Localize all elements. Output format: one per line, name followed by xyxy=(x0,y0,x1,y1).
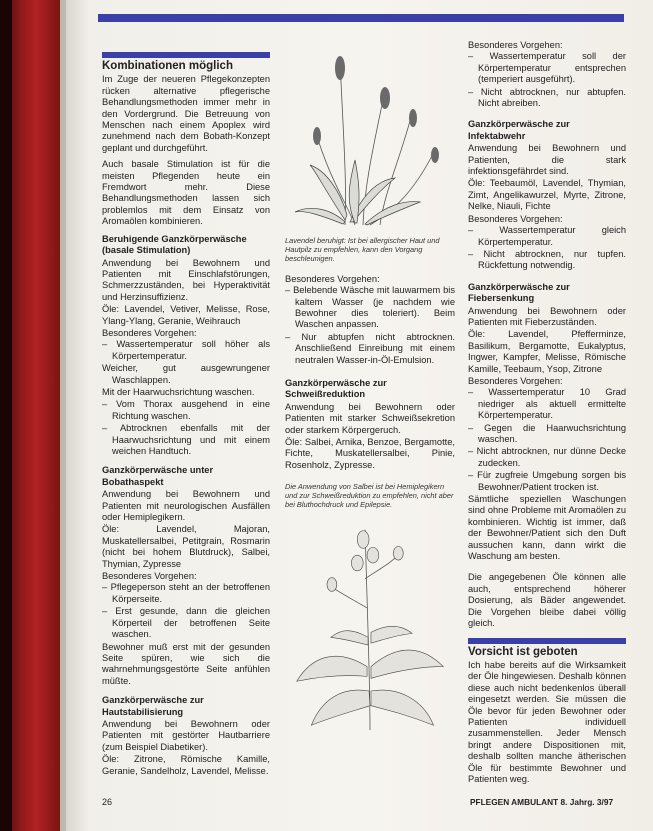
section-heading: Ganzkörperwäsche zur Schweißreduktion xyxy=(285,378,387,400)
page-number: 26 xyxy=(102,797,113,807)
paragraph: Die angegebenen Öle können alle auch, entsprechend höherer Dosierung, als Bäder angewendet. Die Vorgehen bleibe dabei völlig gleich. xyxy=(468,572,626,629)
list-item: – Wassertemperatur soll höher als Körpertemperatur. xyxy=(102,339,270,361)
section-heading: Ganzkörperwäsche zur Infektabwehr xyxy=(468,119,570,141)
paragraph: Sämtliche speziellen Waschungen sind ohne Probleme mit Aromaölen zu kombinieren. Wichtig ist immer, daß der Bewohner/Patient sich den Duft aussuchen kann, dann wirkt die Waschung am besten. xyxy=(468,494,626,562)
paragraph: Anwendung bei Bewohnern oder Patienten mit starker Schweißsekretion oder starkem Körpergeruch. xyxy=(285,401,455,435)
oils-list: Öle: Lavendel, Pfefferminze, Basilikum, Bergamotte, Eukalyptus, Ingwer, Kampfer, Melisse, Römische Kamille, Teebaum, Ysop, Zitrone xyxy=(468,329,626,374)
paragraph: Anwendung bei Bewohnern oder Patienten mit Fieberzuständen. xyxy=(468,305,626,327)
sage-illustration xyxy=(285,520,455,735)
list-item: – Belebende Wäsche mit lauwarmem bis kaltem Wasser (je nachdem wie Bewohner dies toleriert). Beim Waschen anpassen. xyxy=(285,285,455,330)
list-item: – Nur abtupfen nicht abtrocknen. Anschließend Einreibung mit einem neutralen Wasser-in-Öl-Emulsion. xyxy=(285,331,455,365)
list-item: – Wassertemperatur soll der Körpertemperatur entsprechen (temperiert ausgeführt). xyxy=(468,51,626,85)
paragraph: Anwendung bei Bewohnern oder Patienten mit gestörter Hautbarriere (zum Beispiel Diabetiker). xyxy=(102,718,270,752)
paragraph: Anwendung bei Bewohnern und Patienten, die stark infektionsgefährdet sind. xyxy=(468,143,626,177)
paragraph: Anwendung bei Bewohnern und Patienten mit Einschlafstörungen, Schmerzzuständen, bei Hyperaktivität und Herzinsuffizienz. xyxy=(102,257,270,302)
list-item: – Nicht abtrocknen, nur dünne Decke zudecken. xyxy=(468,446,626,468)
list-item: – Erst gesunde, dann die gleichen Körperteil der betroffenen Seite waschen. xyxy=(102,606,270,640)
oils-list: Öle: Salbei, Arnika, Benzoe, Bergamotte, Fichte, Muskatellersalbei, Pinie, Rosenholz, Zypresse. xyxy=(285,437,455,470)
vorgehen-label: Besonderes Vorgehen: xyxy=(102,571,197,582)
paragraph: Bewohner muß erst mit der gesunden Seite spüren, wie sich die wahrnehmungsgestörte Seite anfühlen müßte. xyxy=(102,641,270,686)
list-item: – Abtrocknen ebenfalls mit der Haarwuchsrichtung und mit einem weichen Handtuch. xyxy=(102,423,270,456)
column-3 xyxy=(468,40,626,790)
section-heading: Ganzkörperwäsche zur Hautstabilisierung xyxy=(102,695,204,717)
paragraph: Auch basale Stimulation ist für die meisten Pflegenden heute ein Fremdwort mehr. Diese Behandlungsmethoden lassen sich problemlos mit dem Einsatz von Aromaölen kombinieren. xyxy=(102,159,270,227)
paragraph: Anwendung bei Bewohnern und Patienten mit neurologischen Ausfällen oder Hemiplegikern. xyxy=(102,489,270,523)
vorgehen-label: Besonderes Vorgehen: xyxy=(102,327,197,338)
paragraph: Ich habe bereits auf die Wirksamkeit der Öle hingewiesen. Deshalb können diese auch nicht bedenkenlos überall eingesetzt werden. Sie müssen die Öle bevor für jeden Bewohner oder Patienten individuell zusammenstellen. Jeder Mensch bringt andere Dispositionen mit, deshalb sollten manche ätherischen Öle für bestimmte Bewohner und Patienten weg. xyxy=(468,659,626,784)
vorgehen-label: Besonderes Vorgehen: xyxy=(468,375,563,386)
column-1 xyxy=(102,52,270,782)
section-heading: Kombinationen möglich xyxy=(102,52,270,72)
list-item: – Für zugfreie Umgebung sorgen bis Bewohner/Patient trocken ist. xyxy=(468,470,626,492)
section-heading: Vorsicht ist geboten xyxy=(468,638,626,658)
section-heading: Beruhigende Ganzkörperwäsche (basale Stimulation) xyxy=(102,233,247,256)
list-item: – Wassertemperatur gleich Körpertemperatur. xyxy=(468,225,626,247)
paragraph: Im Zuge der neueren Pflegekonzepten rücken alternative pflegerische Behandlungsmethoden immer mehr in den Vordergrund. Die Betreuung von Menschen nach einem Apoplex wird zunehmend nach dem Bobath-Konzept geplant und durchgeführt. xyxy=(102,74,270,153)
image-caption: Lavendel beruhigt: Ist bei allergischer Haut und Hautpilz zu empfehlen, kann den Vorgang beschleunigen. xyxy=(285,236,440,263)
journal-footer: PFLEGEN AMBULANT 8. Jahrg. 3/97 xyxy=(470,797,614,807)
list-item: Mit der Haarwuchsrichtung waschen. xyxy=(102,386,255,397)
book-spine-shadow xyxy=(0,0,12,831)
section-heading: Ganzkörperwäsche unter Bobathaspekt xyxy=(102,465,214,487)
list-item: – Nicht abtrocknen, nur tupfen. Rückfettung notwendig. xyxy=(468,248,626,271)
list-item: Weicher, gut ausgewrungener Waschlappen. xyxy=(102,363,270,385)
oils-list: Öle: Lavendel, Vetiver, Melisse, Rose, Ylang-Ylang, Geranie, Weihrauch xyxy=(102,304,270,326)
section-heading: Ganzkörperwäsche zur Fiebersenkung xyxy=(468,281,570,304)
list-item: – Gegen die Haarwuchsrichtung waschen. xyxy=(468,422,626,444)
list-item: – Pflegeperson steht an der betroffenen Körperseite. xyxy=(102,582,270,604)
oils-list: Öle: Teebaumöl, Lavendel, Thymian, Zimt, Angelikawurzel, Myrte, Zitrone, Nelke, Niauli, Fichte xyxy=(468,178,626,212)
list-item: – Wassertemperatur 10 Grad niedriger als aktuell ermittelte Körpertemperatur. xyxy=(468,387,626,421)
list-item: – Nicht abtrocknen, nur abtupfen. Nicht abreiben. xyxy=(468,86,626,109)
column-2 xyxy=(285,40,455,738)
oils-list: Öle: Lavendel, Majoran, Muskatellersalbei, Petitgrain, Rosmarin (nicht bei hohem Blutdruck), Salbei, Thymian, Zypresse xyxy=(102,524,270,569)
image-caption: Die Anwendung von Salbei ist bei Hemiplegikern und zur Schweißreduktion zu empfehlen, nicht aber bei Bluthochdruck und Epilepsie. xyxy=(285,482,454,509)
lavender-illustration xyxy=(285,40,455,230)
header-bar xyxy=(98,14,624,22)
oils-list: Öle: Zitrone, Römische Kamille, Geranie, Sandelholz, Lavendel, Melisse. xyxy=(102,754,270,776)
vorgehen-label: Besonderes Vorgehen: xyxy=(285,273,380,284)
vorgehen-label: Besonderes Vorgehen: xyxy=(468,40,563,50)
list-item: – Vom Thorax ausgehend in eine Richtung waschen. xyxy=(102,399,270,421)
vorgehen-label: Besonderes Vorgehen: xyxy=(468,213,563,224)
